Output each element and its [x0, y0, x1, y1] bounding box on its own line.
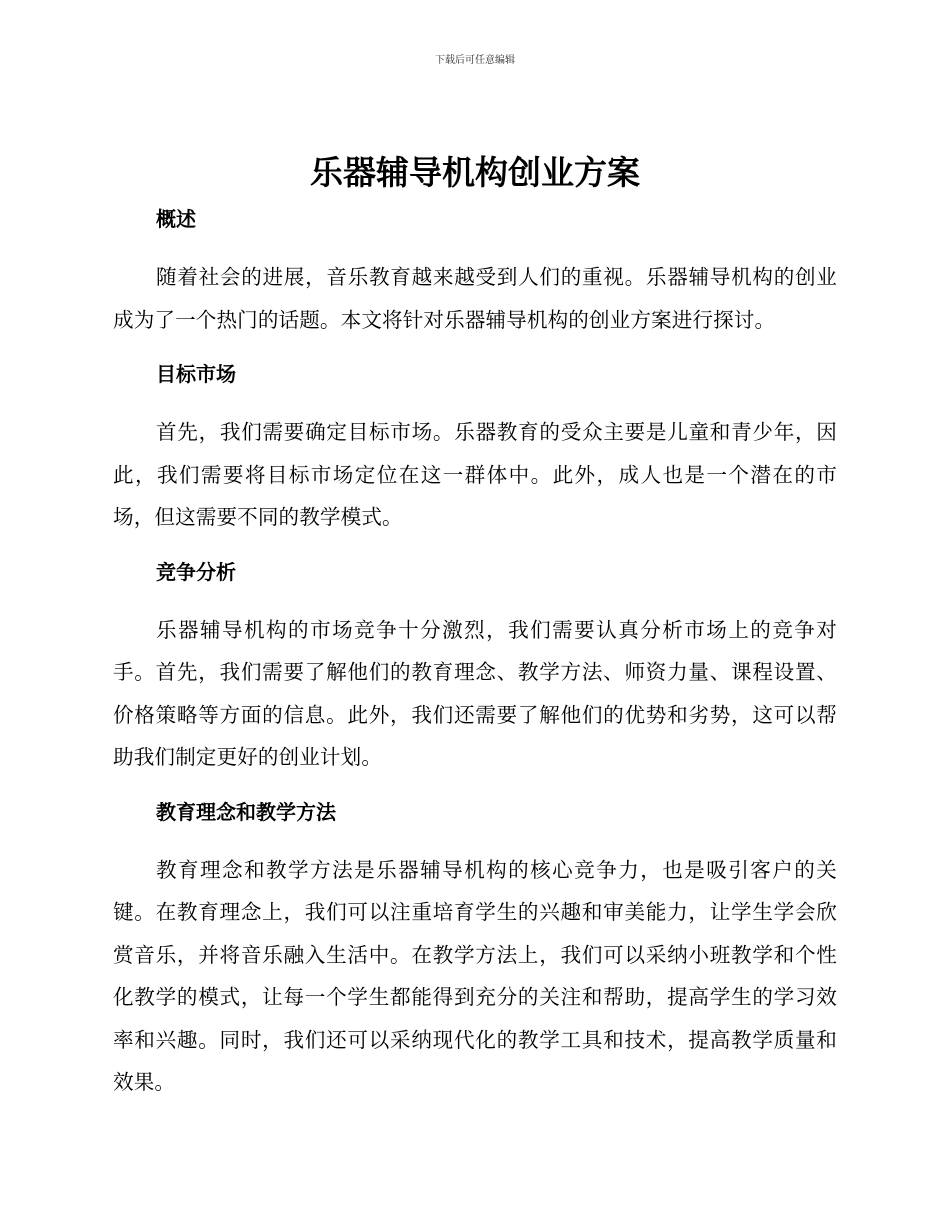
section-heading: 概述: [156, 207, 196, 231]
section-paragraph: 乐器辅导机构的市场竞争十分激烈，我们需要认真分析市场上的竞争对手。首先，我们需要了解他们的教育理念、教学方法、师资力量、课程设置、价格策略等方面的信息。此外，我们还需要了解他们的优势和劣势，这可以帮助我们制定更好的创业计划。: [113, 617, 837, 769]
page-header-note: 下载后可任意编辑: [435, 55, 515, 66]
section-overview: [113, 200, 837, 341]
section-paragraph: 首先，我们需要确定目标市场。乐器教育的受众主要是儿童和青少年，因此，我们需要将目标市场定位在这一群体中。此外，成人也是一个潜在的市场，但这需要不同的教学模式。: [113, 420, 837, 529]
section-heading: 教育理念和教学方法: [156, 799, 336, 824]
section-paragraph: 教育理念和教学方法是乐器辅导机构的核心竞争力，也是吸引客户的关键。在教育理念上，我们可以注重培育学生的兴趣和审美能力，让学生学会欣赏音乐，并将音乐融入生活中。在教学方法上，我们可以采纳小班教学和个性化教学的模式，让每一个学生都能得到充分的关注和帮助，提高学生的学习效率和兴趣。同时，我们还可以采纳现代化的教学工具和技术，提高教学质量和效果。: [113, 857, 837, 1094]
section-paragraph: 随着社会的进展，音乐教育越来越受到人们的重视。乐器辅导机构的创业成为了一个热门的话题。本文将针对乐器辅导机构的创业方案进行探讨。: [113, 265, 837, 332]
document-body: [113, 200, 837, 1118]
section-heading: 竞争分析: [156, 559, 236, 584]
document-title: 乐器辅导机构创业方案: [310, 153, 640, 192]
section-competition-analysis: [113, 553, 837, 779]
section-target-market: [113, 355, 837, 539]
section-education-philosophy: [113, 793, 837, 1104]
section-heading: 目标市场: [156, 362, 236, 386]
